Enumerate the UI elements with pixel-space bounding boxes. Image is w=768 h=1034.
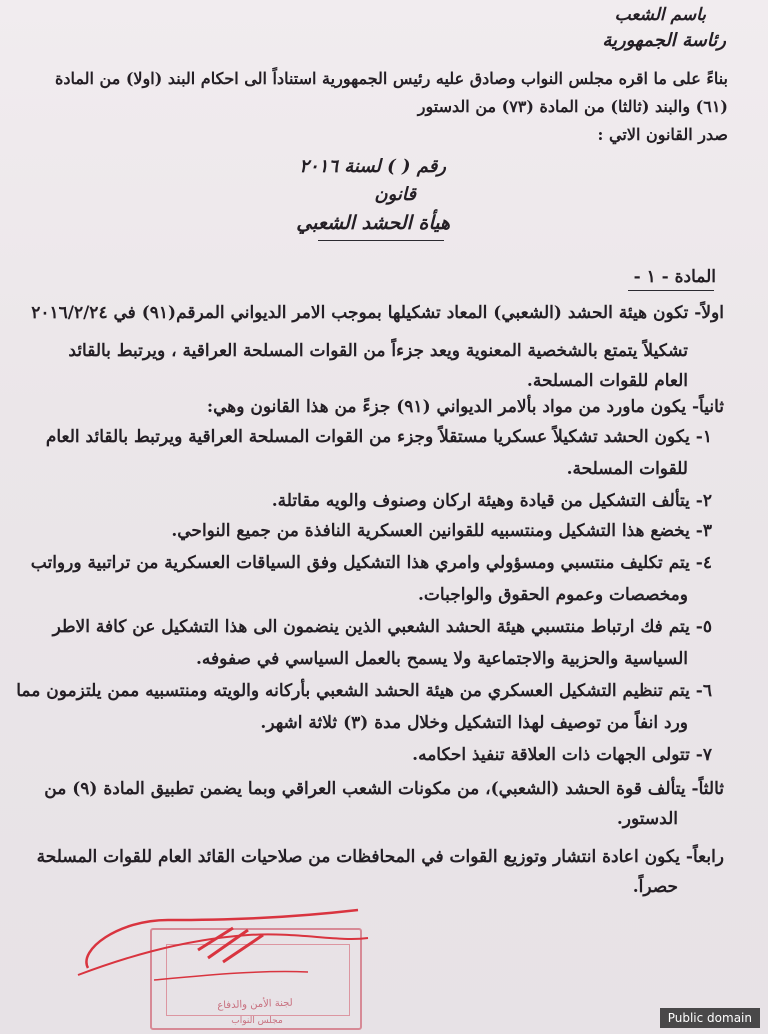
body-line-12: السياسية والحزبية والاجتماعية ولا يسمح بالعمل السياسي في صفوفه. [196, 649, 688, 669]
body-line-9: ٤- يتم تكليف منتسبي ومسؤولي وامري هذا التشكيل وفق السياقات العسكرية من تراتبية ورواتب [30, 553, 712, 573]
header-presidency: رئاسة الجمهورية [602, 30, 726, 51]
stamp-text-small: مجلس النواب [231, 1016, 283, 1026]
body-line-4: ثانياً- يكون ماورد من مواد بألامر الديواني (٩١) جزءً من هذا القانون وهي: [206, 397, 724, 417]
body-line-15: ٧- تتولى الجهات ذات العلاقة تنفيذ احكامه. [412, 745, 712, 765]
body-line-10: ومخصصات وعموم الحقوق والواجبات. [417, 585, 688, 605]
body-line-16: ثالثاً- يتألف قوة الحشد (الشعبي)، من مكونات الشعب العراقي وبما يضمن تطبيق المادة (٩) من [44, 779, 724, 799]
law-word: قانون [374, 184, 416, 205]
body-line-17: الدستور. [616, 809, 678, 829]
handwritten-signature [58, 880, 388, 1000]
preamble-line-1: بناءً على ما اقره مجلس النواب وصادق عليه رئيس الجمهورية استناداً الى احكام البند (اولا) من المادة [54, 69, 728, 88]
title-underline [318, 240, 444, 241]
body-line-7: ٢- يتألف التشكيل من قيادة وهيئة اركان وصنوف والويه مقاتلة. [271, 491, 712, 511]
law-title: هيأة الحشد الشعبي [296, 212, 450, 234]
body-line-3: العام للقوات المسلحة. [526, 371, 688, 391]
preamble-line-2: (٦١) والبند (ثالثا) من المادة (٧٣) من الدستور [417, 97, 728, 116]
body-line-13: ٦- يتم تنظيم التشكيل العسكري من هيئة الحشد الشعبي بأركانه والويته ومنتسبيه ممن يلتزمون مما [16, 681, 712, 701]
header-in-the-name: باسم الشعب [614, 5, 706, 25]
stamp-text-main: لجنة الأمن والدفاع [217, 997, 293, 1012]
body-line-6: للقوات المسلحة. [566, 459, 688, 479]
body-line-8: ٣- يخضع هذا التشكيل ومنتسبيه للقوانين العسكرية النافذة من جميع النواحي. [171, 521, 712, 541]
body-line-14: ورد انفاً من توصيف لهذا التشكيل وخلال مدة (٣) ثلاثة اشهر. [260, 713, 688, 733]
law-number: رقم ( ) لسنة ٢٠١٦ [299, 156, 446, 177]
body-line-2: تشكيلاً يتمتع بالشخصية المعنوية ويعد جزءاً من القوات المسلحة العراقية ، ويرتبط بالقائد [68, 341, 688, 361]
public-domain-watermark: Public domain [660, 1008, 760, 1028]
article-underline [628, 290, 714, 291]
body-line-5: ١- يكون الحشد تشكيلاً عسكريا مستقلاً وجزء من القوات المسلحة العراقية ويرتبط بالقائد العام [45, 427, 712, 447]
article-heading: المادة - ١ - [633, 267, 716, 287]
body-line-1: اولاً- تكون هيئة الحشد (الشعبي) المعاد تشكيلها بموجب الامر الديواني المرقم(٩١) في ٢٠١٦/٢/٢٤ [31, 303, 724, 323]
body-line-11: ٥- يتم فك ارتباط منتسبي هيئة الحشد الشعبي الذين ينضمون الى هذا التشكيل عن كافة الاطر [52, 617, 712, 637]
body-line-18: رابعاً- يكون اعادة انتشار وتوزيع القوات في المحافظات من صلاحيات القائد العام للقوات المسلحة [36, 847, 724, 867]
body-line-19: حصراً. [632, 877, 678, 897]
preamble-line-3: صدر القانون الاتي : [597, 125, 728, 144]
